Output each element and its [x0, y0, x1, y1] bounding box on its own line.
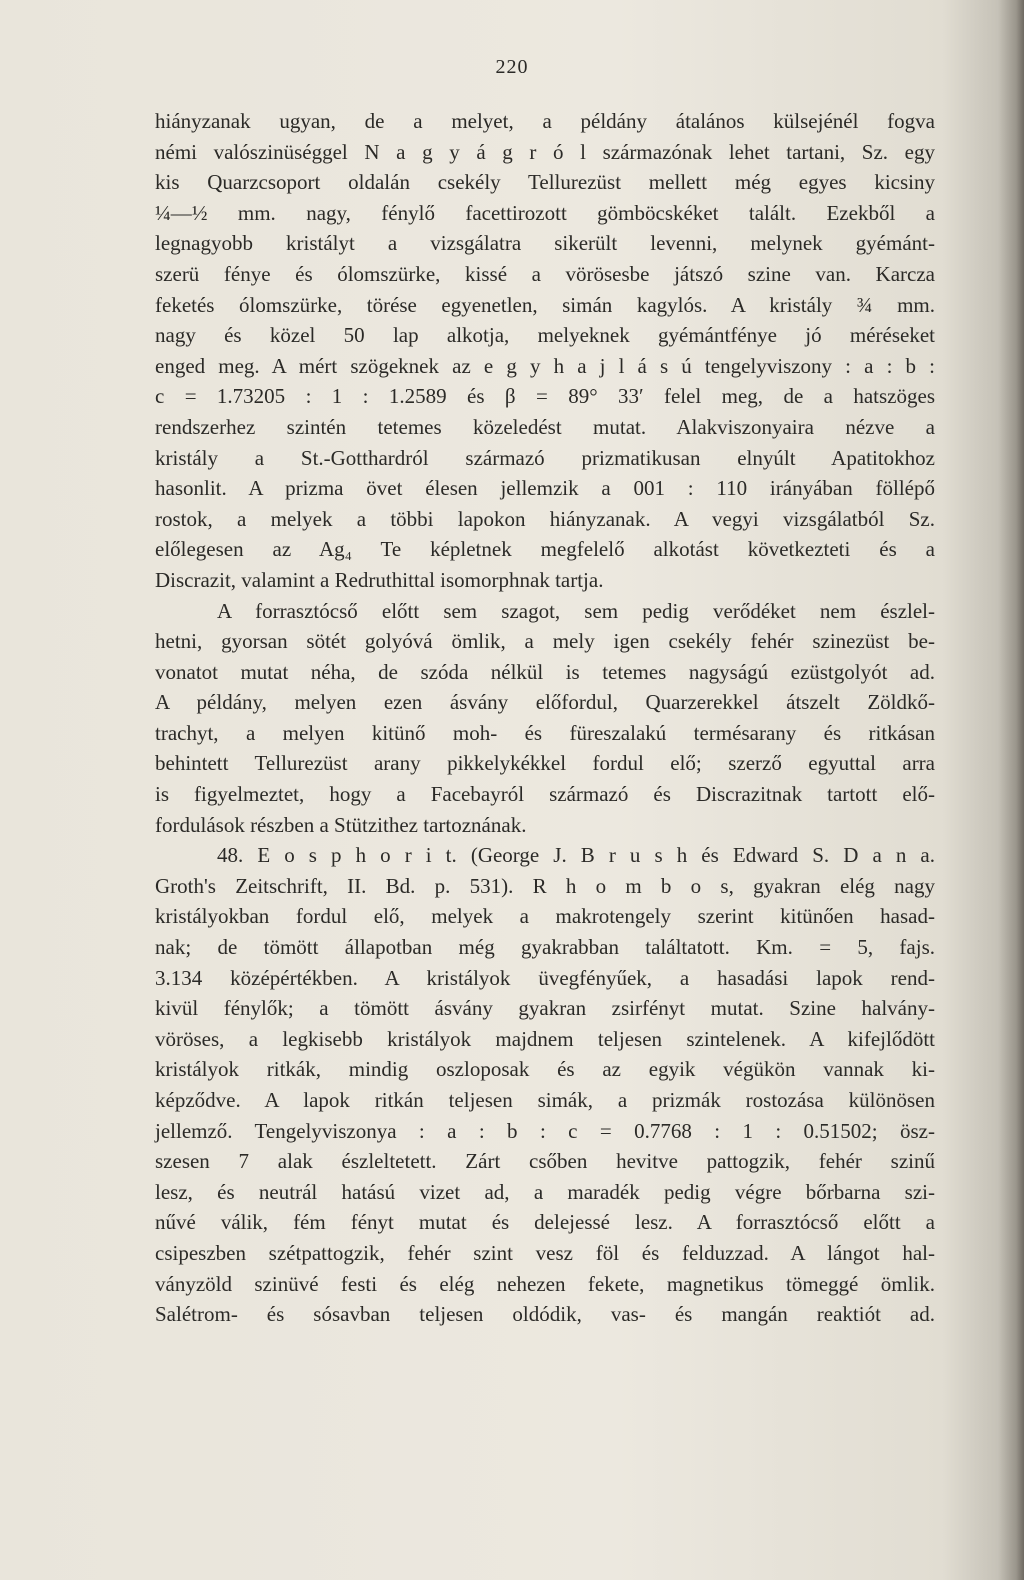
text-line: 3.134 középértékben. A kristályok üvegfényűek, a hasadási lapok rend- — [155, 965, 935, 990]
text-line: kis Quarzcsoport oldalán csekély Tellurezüst mellett még egyes kicsiny — [155, 170, 935, 195]
text-line: legnagyobb kristályt a vizsgálatra sikerült levenni, melynek gyémánt- — [155, 231, 935, 256]
text-line: szerü fénye és ólomszürke, kissé a vörösesbe játszó szine van. Karcza — [155, 261, 935, 286]
text-line: 48. E o s p h o r i t. (George J. B r u s h és Edward S. D a n a. — [217, 843, 935, 868]
text-line: jellemző. Tengelyviszonya : a : b : c = 0.7768 : 1 : 0.51502; ösz- — [155, 1118, 935, 1143]
text-line: kristály a St.-Gotthardról származó prizmatikusan elnyúlt Apatitokhoz — [155, 445, 935, 470]
text-line: némi valószinüséggel N a g y á g r ó l származónak lehet tartani, Sz. egy — [155, 139, 935, 164]
page-edge-shadow — [998, 0, 1024, 1580]
text-line: nűvé válik, fém fényt mutat és delejessé lesz. A forrasztócső előtt a — [155, 1210, 935, 1235]
text-line: Discrazit, valamint a Redruthittal isomorphnak tartja. — [155, 567, 604, 592]
text-line: képződve. A lapok ritkán teljesen simák, a prizmák rostozása különösen — [155, 1088, 935, 1112]
text-line: enged meg. A mért szögeknek az e g y h a j l á s ú tengelyviszony : a : b : — [155, 353, 935, 378]
text-line: rendszerhez szintén tetemes közeledést mutat. Alakviszonyaira nézve a — [155, 414, 935, 439]
text-line: kivül fénylők; a tömött ásvány gyakran zsirfényt mutat. Szine halvány- — [155, 996, 935, 1021]
text-line: nak; de tömött állapotban még gyakrabban találtatott. Km. = 5, fajs. — [155, 935, 935, 960]
text-line: hiányzanak ugyan, de a melyet, a példány átalános külsejénél fogva — [155, 109, 935, 133]
text-line: kristályok ritkák, mindig oszloposak és az egyik végükön vannak ki- — [155, 1057, 935, 1082]
text-line: csipeszben szétpattogzik, fehér szint vesz föl és felduzzad. A lángot hal- — [155, 1240, 935, 1265]
text-line: kristályokban fordul elő, melyek a makrotengely szerint kitünően hasad- — [155, 904, 935, 929]
text-line: Salétrom- és sósavban teljesen oldódik, vas- és mangán reaktiót ad. — [155, 1302, 935, 1327]
text-line: hetni, gyorsan sötét golyóvá ömlik, a mely igen csekély fehér szinezüst be- — [155, 629, 935, 654]
text-line: hasonlit. A prizma övet élesen jellemzik a 001 : 110 irányában föllépő — [155, 476, 935, 501]
text-line: szesen 7 alak észleltetett. Zárt csőben hevitve pattogzik, fehér szinű — [155, 1149, 935, 1174]
text-line: fordulások részben a Stützithez tartoznának. — [155, 812, 527, 837]
text-line: vöröses, a legkisebb kristályok majdnem teljesen szintelenek. A kifejlődött — [155, 1026, 935, 1051]
text-line: behintett Tellurezüst arany pikkelykékkel fordul elő; szerző egyuttal arra — [155, 751, 935, 776]
text-line: c = 1.73205 : 1 : 1.2589 és β = 89° 33′ felel meg, de a hatszöges — [155, 384, 935, 409]
text-line: ványzöld szinüvé festi és elég nehezen fekete, magnetikus tömeggé ömlik. — [155, 1271, 935, 1296]
text-line: előlegesen az Ag₄ Te képletnek megfelelő alkotást következteti és a — [155, 537, 935, 562]
text-line: trachyt, a melyen kitünő moh- és füreszalakú termésarany és ritkásan — [155, 720, 935, 745]
text-line: A példány, melyen ezen ásvány előfordul, Quarzerekkel átszelt Zöldkő- — [155, 690, 935, 715]
page-number: 220 — [495, 56, 529, 78]
body-text — [155, 106, 935, 1330]
text-line: vonatot mutat néha, de szóda nélkül is tetemes nagyságú ezüstgolyót ad. — [155, 659, 935, 684]
text-line: lesz, és neutrál hatású vizet ad, a maradék pedig végre bőrbarna szi- — [155, 1179, 935, 1204]
text-line: nagy és közel 50 lap alkotja, melyeknek gyémántfénye jó méréseket — [155, 323, 935, 348]
text-line: A forrasztócső előtt sem szagot, sem pedig verődéket nem észlel- — [217, 598, 935, 623]
text-line: Groth's Zeitschrift, II. Bd. p. 531). R h o m b o s, gyakran elég nagy — [155, 873, 935, 898]
text-line: feketés ólomszürke, törése egyenetlen, simán kagylós. A kristály ¾ mm. — [155, 292, 935, 317]
text-line: is figyelmeztet, hogy a Facebayról származó és Discrazitnak tartott elő- — [155, 782, 935, 807]
text-line: ¼—½ mm. nagy, fénylő facettirozott gömböcskéket talált. Ezekből a — [155, 200, 935, 225]
text-line: rostok, a melyek a többi lapokon hiányzanak. A vegyi vizsgálatból Sz. — [155, 506, 935, 531]
